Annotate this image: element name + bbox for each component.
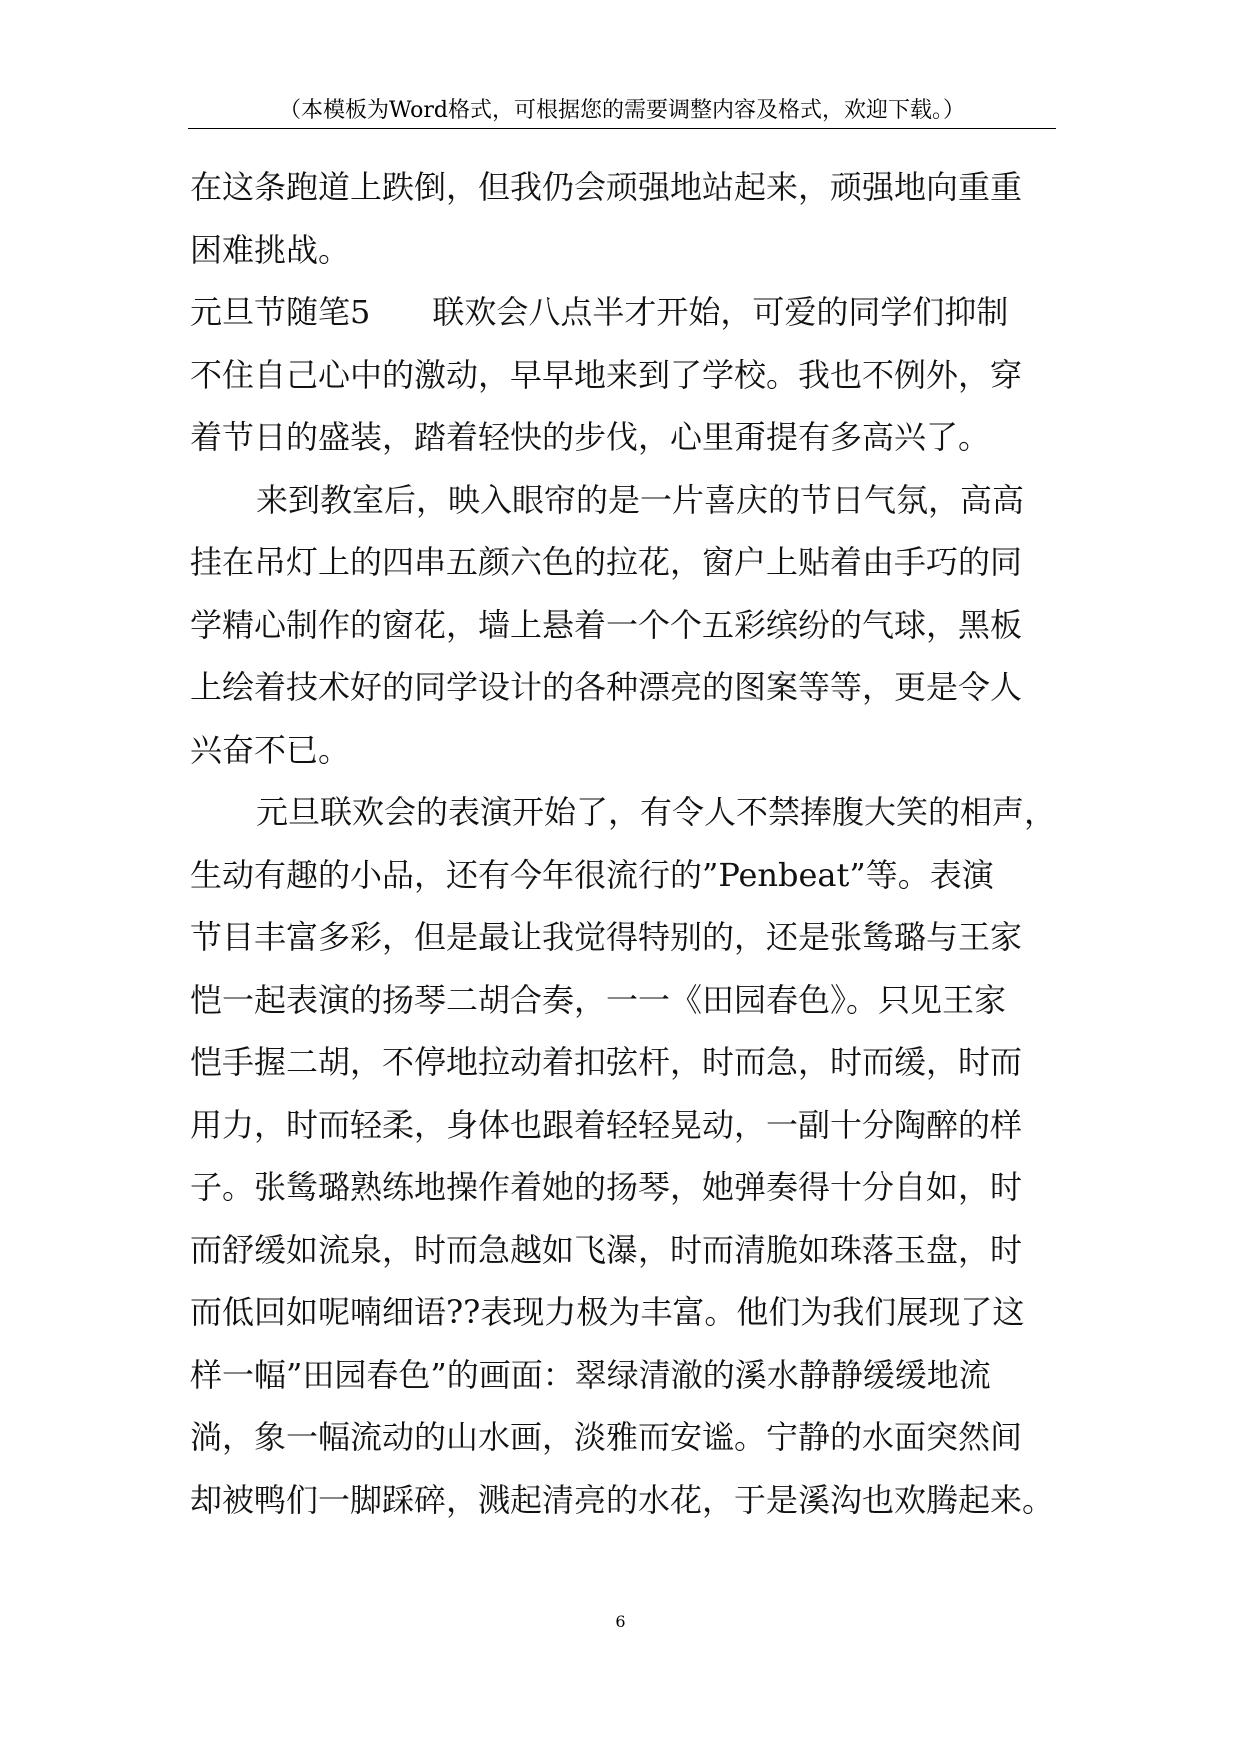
text-line: 学精心制作的窗花，墙上悬着一个个五彩缤纷的气球，黑板 (190, 605, 1023, 644)
text-line: 而低回如呢喃细语??表现力极为丰富。他们为我们展现了这 (190, 1293, 1025, 1331)
header-divider (188, 128, 1056, 129)
text-line: 样一幅”田园春色”的画面：翠绿清澈的溪水静静缓缓地流 (190, 1355, 991, 1394)
text-line: 挂在吊灯上的四串五颜六色的拉花，窗户上贴着由手巧的同 (190, 543, 1023, 581)
text-line: 淌，象一幅流动的山水画，淡雅而安谧。宁静的水面突然间 (190, 1418, 1023, 1456)
text-line: 不住自己心中的激动，早早地来到了学校。我也不例外，穿 (190, 355, 1023, 394)
text-line: 困难挑战。 (190, 230, 351, 269)
text-line: 节目丰富多彩，但是最让我觉得特别的，还是张鸶璐与王家 (190, 918, 1023, 956)
text-line: 上绘着技术好的同学设计的各种漂亮的图案等等，更是令人 (190, 668, 1023, 706)
paragraph-first-line: 元旦联欢会的表演开始了，有令人不禁捧腹大笑的相声， (256, 793, 1057, 831)
document-body (190, 156, 1056, 1531)
text-line: 而舒缓如流泉，时而急越如飞瀑，时而清脆如珠落玉盘，时 (190, 1230, 1023, 1269)
text-line: 却被鸭们一脚踩碎，溅起清亮的水花，于是溪沟也欢腾起来。 (190, 1480, 1055, 1519)
text-line: 在这条跑道上跌倒，但我仍会顽强地站起来，顽强地向重重 (190, 168, 1023, 206)
text-line: 恺手握二胡，不停地拉动着扣弦杆，时而急，时而缓，时而 (190, 1043, 1023, 1081)
section-heading: 元旦节随笔5 (190, 293, 371, 331)
page-number: 6 (615, 1612, 626, 1631)
text-line: 生动有趣的小品，还有今年很流行的”Penbeat”等。表演 (190, 855, 994, 894)
text-line: 兴奋不已。 (190, 730, 351, 769)
text-line: 着节日的盛装，踏着轻快的步伐，心里甭提有多高兴了。 (190, 418, 991, 456)
section-heading-line (190, 281, 1056, 344)
page-header: （本模板为Word格式，可根据您的需要调整内容及格式，欢迎下载。） (279, 98, 965, 123)
paragraph-first-line: 来到教室后，映入眼帘的是一片喜庆的节日气氛，高高 (256, 480, 1025, 519)
text-line: 恺一起表演的扬琴二胡合奏，一一《田园春色》。只见王家 (190, 980, 1007, 1019)
text-line: 用力，时而轻柔，身体也跟着轻轻晃动，一副十分陶醉的样 (190, 1105, 1023, 1144)
text-line: 联欢会八点半才开始，可爱的同学们抑制 (432, 293, 1009, 331)
text-line: 子。张鸶璐熟练地操作着她的扬琴，她弹奏得十分自如，时 (190, 1168, 1023, 1206)
